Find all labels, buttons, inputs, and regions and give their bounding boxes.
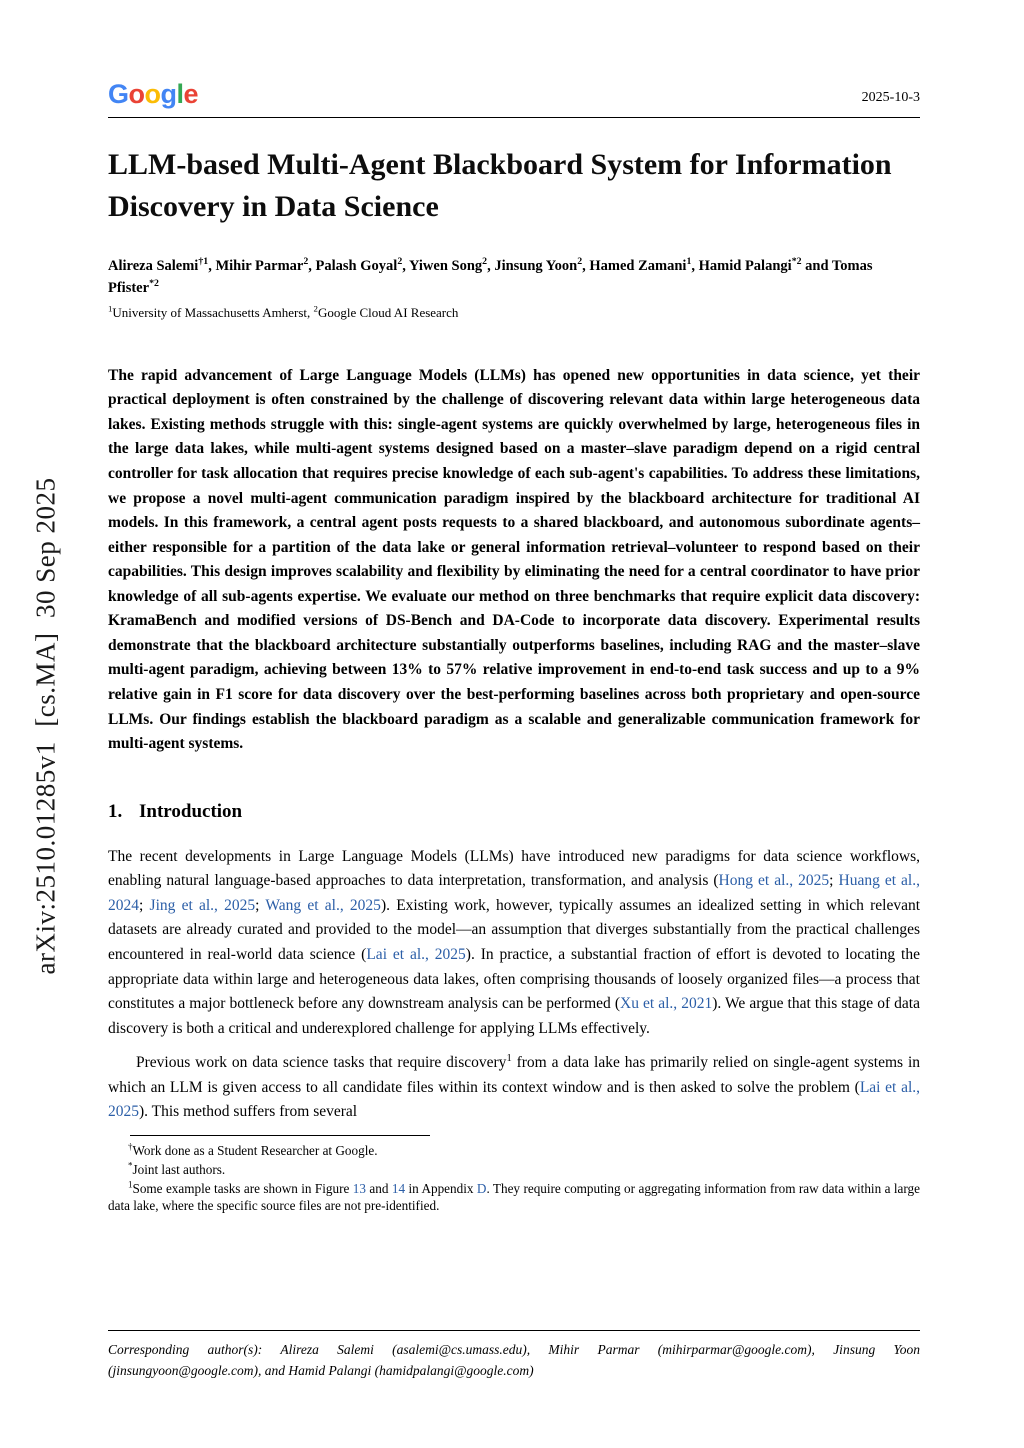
citation-link[interactable]: 14 bbox=[391, 1181, 406, 1197]
text-segment: , bbox=[582, 258, 590, 274]
text-segment: Joint last authors. bbox=[132, 1162, 226, 1178]
text-segment: Hamed Zamani bbox=[589, 258, 687, 274]
text-segment: *2 bbox=[149, 277, 159, 289]
citation-link[interactable]: Jing et al., 2025 bbox=[149, 896, 256, 914]
text-segment: 2 bbox=[397, 256, 403, 268]
header-date: 2025-10-3 bbox=[861, 90, 920, 105]
text-segment: Jinsung Yoon bbox=[494, 258, 578, 274]
header-divider bbox=[108, 117, 920, 118]
text-segment: †1 bbox=[198, 256, 209, 268]
text-segment: ; bbox=[829, 872, 839, 890]
text-segment: o bbox=[144, 79, 161, 109]
citation-link[interactable]: D bbox=[476, 1181, 487, 1197]
text-segment: G bbox=[108, 79, 129, 109]
text-segment: and bbox=[801, 258, 832, 274]
section-title: Introduction bbox=[139, 800, 243, 822]
text-segment: from a data lake has primarily relied on single-agent systems in which an LLM is given access to all candidate files within its context window and is then asked to solve the problem ( bbox=[108, 1054, 920, 1096]
footnotes-block bbox=[108, 1135, 920, 1215]
text-segment: Alireza Salemi bbox=[108, 258, 199, 274]
text-segment: 1 bbox=[506, 1053, 512, 1065]
text-segment: ). In practice, a substantial fraction of effort is devoted to locating the appropriate data within large and heterogeneous data lakes, often comprising thousands of loosely organized files—a process that constitutes a major bottleneck before any downstream analysis can be performed ( bbox=[108, 945, 920, 1013]
text-segment: 1 bbox=[686, 256, 692, 268]
citation-link[interactable]: Huang et al., 2024 bbox=[108, 872, 920, 914]
text-segment: Work done as a Student Researcher at Google. bbox=[132, 1142, 378, 1158]
footnote-example-tasks bbox=[108, 1180, 920, 1214]
text-segment: 2 bbox=[577, 256, 583, 268]
text-segment: University of Massachusetts Amherst, bbox=[112, 304, 314, 320]
arxiv-sidebar-label: arXiv:2510.01285v1 [cs.MA] 30 Sep 2025 bbox=[30, 477, 61, 975]
text-segment: ). We argue that this stage of data discovery is both a critical and underexplored challenge for applying LLMs effectively. bbox=[108, 995, 920, 1037]
text-segment: , bbox=[691, 258, 699, 274]
text-segment: Hamid Palangi bbox=[698, 258, 792, 274]
citation-link[interactable]: Xu et al., 2021 bbox=[620, 995, 713, 1013]
superscript-marker bbox=[149, 278, 159, 289]
paper-content bbox=[108, 76, 920, 1215]
citation-link[interactable]: Lai et al., 2025 bbox=[108, 1078, 921, 1121]
text-segment: , bbox=[487, 258, 495, 274]
text-segment: g bbox=[160, 79, 177, 109]
text-segment: Palash Goyal bbox=[315, 258, 398, 274]
text-segment: *2 bbox=[791, 256, 802, 268]
text-segment: . They require computing or aggregating information from raw data within a large data lake, where the specific source files are not pre-identified. bbox=[108, 1181, 921, 1214]
text-segment: ; bbox=[255, 896, 266, 914]
text-segment: Mihir Parmar bbox=[215, 258, 304, 274]
affiliations-line bbox=[108, 304, 920, 322]
text-segment: 2 bbox=[482, 256, 488, 268]
text-segment: Google Cloud AI Research bbox=[317, 304, 459, 320]
text-segment: Previous work on data science tasks that require discovery bbox=[136, 1054, 507, 1072]
text-segment: * bbox=[128, 1160, 133, 1171]
footnote-work-done bbox=[108, 1142, 920, 1159]
text-segment: Tomas Pfister bbox=[108, 258, 873, 296]
footer-divider bbox=[108, 1330, 920, 1331]
superscript-marker bbox=[792, 256, 802, 267]
text-segment: The recent developments in Large Language Models (LLMs) have introduced new paradigms for data science workflows, enabling natural language-based approaches to data interpretation, transformation, and analysis ( bbox=[108, 847, 920, 890]
text-segment: , bbox=[402, 258, 409, 274]
footnote-divider bbox=[130, 1135, 430, 1136]
text-segment: 2 bbox=[313, 303, 318, 314]
citation-link[interactable]: Wang et al., 2025 bbox=[265, 896, 381, 914]
text-segment: e bbox=[183, 79, 199, 109]
page-footer bbox=[108, 1330, 920, 1382]
text-segment: and bbox=[365, 1181, 392, 1197]
intro-paragraph-2 bbox=[108, 1051, 920, 1125]
text-segment: l bbox=[176, 79, 184, 109]
citation-link[interactable]: Lai et al., 2025 bbox=[366, 945, 466, 963]
superscript-marker bbox=[198, 256, 208, 267]
text-segment: 1 bbox=[108, 303, 113, 314]
text-segment: 2 bbox=[303, 256, 309, 268]
text-segment: ). Existing work, however, typically assumes an idealized setting in which relevant datasets are already curated and provided to the model—an assumption that diverges substantially from the practical challenges encountered in real-world data science ( bbox=[108, 896, 921, 963]
text-segment: Yiwen Song bbox=[408, 258, 483, 274]
footnote-joint-authors bbox=[108, 1161, 920, 1178]
page-header bbox=[108, 76, 920, 108]
section-heading-introduction bbox=[108, 801, 920, 823]
text-segment: ). This method suffers from several bbox=[139, 1103, 358, 1121]
citation-link[interactable]: 13 bbox=[352, 1181, 366, 1197]
authors-line bbox=[108, 256, 920, 300]
paper-title: LLM-based Multi-Agent Blackboard System for Information Discovery in Data Science bbox=[108, 148, 892, 223]
text-segment: 1 bbox=[128, 1179, 133, 1190]
text-segment: ; bbox=[139, 896, 150, 914]
text-segment: Some example tasks are shown in Figure bbox=[132, 1181, 353, 1197]
citation-link[interactable]: Hong et al., 2025 bbox=[718, 872, 830, 890]
section-number: 1. bbox=[108, 800, 123, 822]
text-segment: , bbox=[308, 258, 316, 274]
corresponding-authors-text: Corresponding author(s): Alireza Salemi (asalemi@cs.umass.edu), Mihir Parmar (mihirparmar@google.com), Jinsung Yoon (jinsungyoon@google.com), and Hamid Palangi (hamidpalangi@google.com) bbox=[108, 1342, 920, 1378]
text-segment: , bbox=[208, 258, 216, 274]
text-segment: † bbox=[128, 1141, 133, 1152]
text-segment: o bbox=[128, 79, 145, 109]
google-logo bbox=[108, 81, 198, 108]
abstract-text: The rapid advancement of Large Language Models (LLMs) has opened new opportunities in data science, yet their practical deployment is often constrained by the challenge of discovering relevant data within large heterogeneous data lakes. Existing methods struggle with this: single-agent systems are quickly overwhelmed by large, heterogeneous files in the large data lakes, while multi-agent systems designed based on a master–slave paradigm depend on a rigid central controller for task allocation that requires precise knowledge of each sub-agent's capabilities. To address these limitations, we propose a novel multi-agent communication paradigm inspired by the blackboard architecture for traditional AI models. In this framework, a central agent posts requests to a shared blackboard, and autonomous subordinate agents–either responsible for a partition of the data lake or general information retrieval–volunteer to respond based on their capabilities. This design improves scalability and flexibility by eliminating the need for a central coordinator to have prior knowledge of all sub-agents expertise. We evaluate our method on three benchmarks that require explicit data discovery: KramaBench and modified versions of DS-Bench and DA-Code to incorporate data discovery. Experimental results demonstrate that the blackboard architecture substantially outperforms baselines, including RAG and the master–slave multi-agent paradigm, achieving between 13% to 57% relative improvement in end-to-end task success and up to a 9% relative gain in F1 score for data discovery over the best-performing baselines across both proprietary and open-source LLMs. Our findings establish the blackboard paradigm as a scalable and generalizable communication framework for multi-agent systems. bbox=[108, 366, 920, 753]
intro-paragraph-1 bbox=[108, 845, 920, 1042]
text-segment: in Appendix bbox=[405, 1181, 477, 1197]
